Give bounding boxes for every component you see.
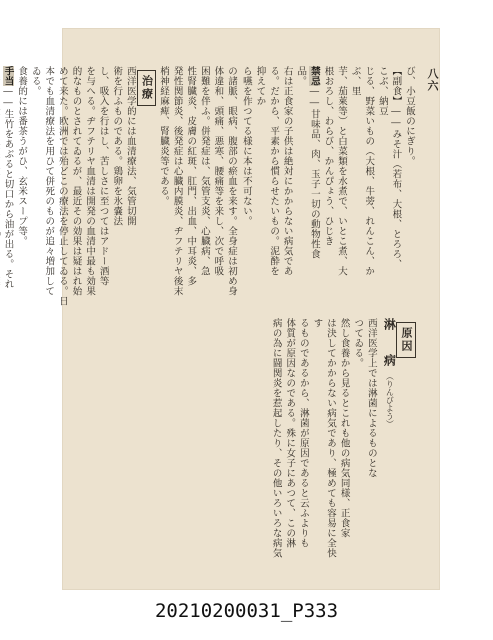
text-line: 西洋医学的には血清療法、気管切開 <box>124 66 136 226</box>
text-line: めて来た。欧洲では殆どこの療法を停止してゐる。日 <box>56 66 68 306</box>
text-line <box>294 66 321 276</box>
text-span: ――生竹をあぶると切口から油が出る。それ <box>2 86 14 289</box>
disease-title: 淋 病 <box>382 318 397 372</box>
text-line <box>1 66 15 306</box>
upper-left-section <box>2 66 238 306</box>
text-line: 【副食】――みそ汁（若布、大根、とろろ、こぶ、納豆 <box>376 66 402 269</box>
text-line: 発性関節炎、後発症は心臓内膜炎、ヂフテリヤ後末 <box>171 66 183 296</box>
text-line: を与へる。ヂフテリヤ血清は開発の血清中最も効果 <box>84 66 96 296</box>
teate-label: 手当 <box>2 66 14 86</box>
text-line: る。だから、平素から慣らせたいもの。泥酔を抑えてか <box>254 66 280 276</box>
text-line: 的なものとされてゐるが、最近その効果は疑はれ始 <box>70 66 82 296</box>
disease-reading: （りんびよう） <box>385 372 395 428</box>
text-line: 根おろし、わらび、かんぴょう、ひじき <box>322 66 334 246</box>
text-line <box>378 318 397 558</box>
text-line: 右は正食家の子供は絶対にかからない病気であ <box>281 66 293 276</box>
text-line: 体違和、頭痛、悪寒、腰痛等を来し、次で呼吸 <box>212 66 224 276</box>
text-line: の諸脈、眼病、腹部の瘀血を来す。全身症は初め身 <box>226 66 237 296</box>
text-line <box>0 66 1 306</box>
kinshoku-label: 禁忌 <box>308 66 320 86</box>
cause-heading: 原因 <box>396 322 416 358</box>
text-line: は決してかからない病気であり、極めても容易に全快す <box>311 318 337 558</box>
text-line: 困難を伴ふ。併発症は、気管支炎、心臓病、急 <box>198 66 210 276</box>
text-line: 然し食養から見るとこれも他の病気同様、正食家 <box>338 318 350 538</box>
text-line: 体質が原因なのである。殊に女子にあつて、この淋 <box>284 318 296 548</box>
page-number: 八六 <box>426 68 439 92</box>
text-line: 病の為に闘関炎を惹起したり、その他いろいろな病気 <box>270 318 282 558</box>
treatment-heading: 治療 <box>137 70 157 106</box>
text-line: 西洋医学上では淋菌によるものとな <box>365 318 377 478</box>
text-line: じる、野菜いもの（大根、牛蒡、れんこん、かぶ、里 <box>349 66 375 276</box>
text-line <box>137 66 157 306</box>
text-span: ――甘味品、肉、玉子一切の動物性食品。 <box>295 66 320 259</box>
text-line: し、吸入を行はし、苦しさに至つてはアドー酒等 <box>97 66 109 286</box>
text-line <box>396 318 416 558</box>
text-line: 本でも血清療法を用ひて併死のものが追々増加して <box>43 66 55 296</box>
text-line: び、小豆飯のにぎり。 <box>404 66 415 166</box>
image-caption: 20210200031_P333 <box>154 600 339 622</box>
text-line: 食養的には番茶うがひ、玄米スープ等。 <box>16 66 28 246</box>
text-line: 梢神経麻痺、腎臓炎等である。 <box>158 66 170 206</box>
text-line: つてゐる。 <box>352 318 364 368</box>
text-line: るものであるから、淋菌が原因であると云ふよりも <box>297 318 309 548</box>
text-line: ら嚥を作つてる様に本は不可ない。 <box>240 66 252 226</box>
text-line: 性腎臓炎、皮膚の紅斑、肛門、出血、中耳炎、多 <box>185 66 197 286</box>
lower-section <box>140 318 416 558</box>
text-line: ゐる。 <box>29 66 41 96</box>
text-line: 術を行ふものである。鶏卵を氷嚢法 <box>111 66 123 226</box>
upper-right-section <box>240 66 416 276</box>
text-line: 芋、茄萊等）と白菜類を水煮で、いとこ煮、大 <box>336 66 348 276</box>
